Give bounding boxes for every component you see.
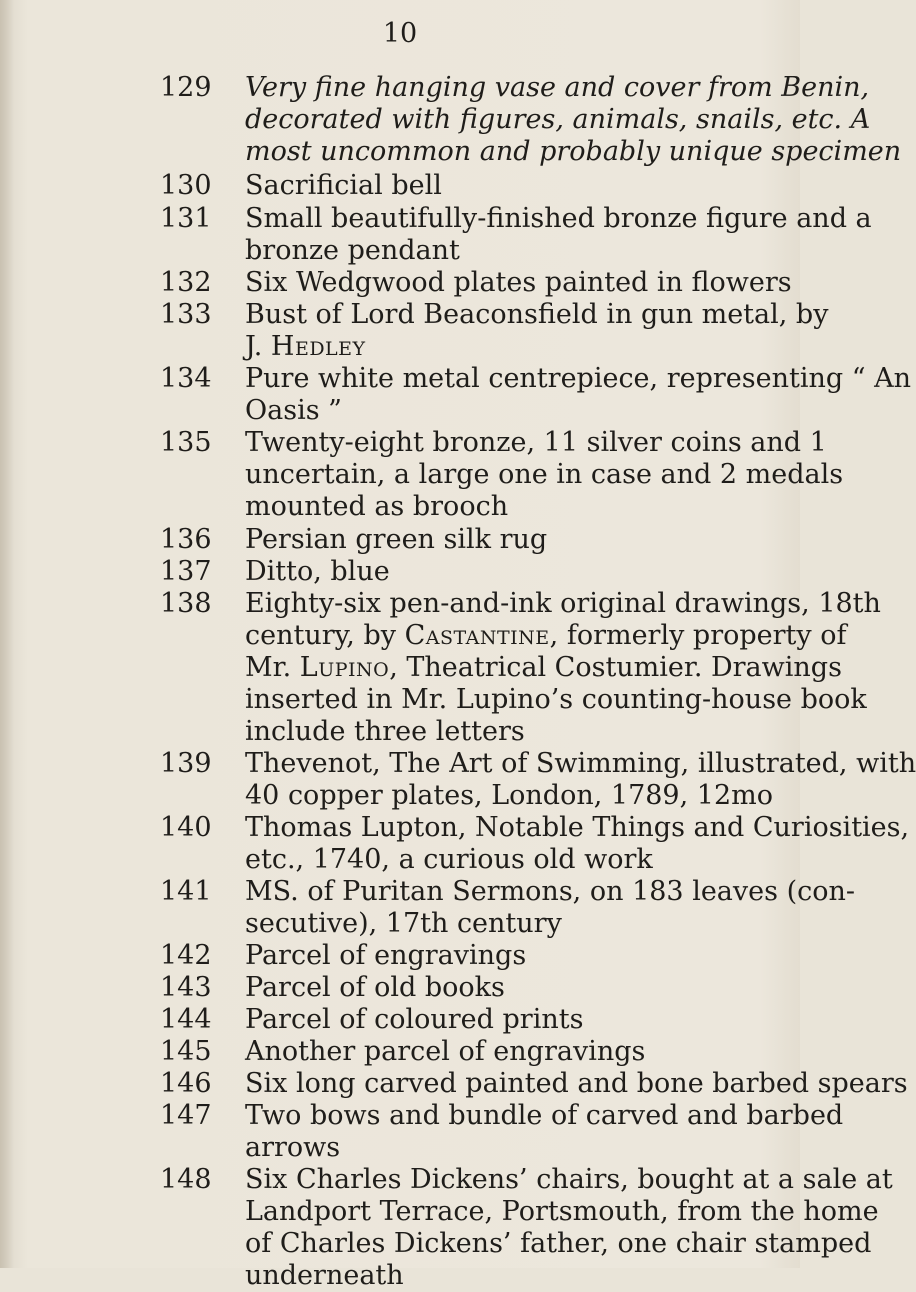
description-line bbox=[245, 780, 773, 812]
lot-number: 137 bbox=[160, 556, 212, 587]
text-run: etc., 1740, a curious old work bbox=[245, 844, 653, 875]
text-run: Eighty-six pen-and-ink original drawings, 18th bbox=[245, 588, 881, 619]
lot-number: 130 bbox=[160, 170, 212, 201]
description-line bbox=[245, 104, 871, 136]
description-line bbox=[245, 331, 773, 363]
text-run: of Charles Dickens’ father, one chair stamped bbox=[245, 1228, 872, 1259]
text-run: decorated with figures, animals, snails, etc. A bbox=[245, 104, 871, 135]
lot-description bbox=[245, 524, 773, 556]
description-line bbox=[245, 620, 847, 652]
text-run: inserted in Mr. Lupino’s counting-house book bbox=[245, 684, 867, 715]
text-run: century, by bbox=[245, 620, 405, 651]
lot-description bbox=[245, 363, 911, 427]
lot-number: 138 bbox=[160, 588, 212, 619]
description-line bbox=[245, 1100, 844, 1132]
lot-description bbox=[245, 72, 902, 168]
description-line bbox=[245, 524, 773, 556]
text-run: Lupino bbox=[299, 652, 390, 683]
description-line bbox=[245, 1132, 773, 1164]
lot-number: 143 bbox=[160, 972, 212, 1003]
text-run: Oasis ” bbox=[245, 395, 342, 426]
lot-description bbox=[245, 1036, 773, 1068]
text-run: Another parcel of engravings bbox=[245, 1036, 646, 1067]
text-run: MS. of Puritan Sermons, on 183 leaves (con- bbox=[245, 876, 855, 907]
description-line bbox=[245, 972, 773, 1004]
lot-description bbox=[245, 267, 792, 299]
page-edge-shadow bbox=[0, 0, 14, 1268]
text-run: , formerly property of bbox=[549, 620, 847, 651]
text-run: Persian green silk rug bbox=[245, 524, 548, 555]
description-line bbox=[245, 940, 773, 972]
text-run: Six Wedgwood plates painted in flowers bbox=[245, 267, 792, 298]
text-run: arrows bbox=[245, 1132, 341, 1163]
description-line bbox=[245, 812, 910, 844]
description-line bbox=[245, 267, 792, 299]
lot-number: 144 bbox=[160, 1004, 212, 1035]
description-line bbox=[245, 235, 773, 267]
text-run: Thomas Lupton, Notable Things and Curiosities, bbox=[245, 812, 910, 843]
text-run: J. bbox=[245, 331, 271, 362]
description-line bbox=[245, 1260, 773, 1292]
text-run: Very fine hanging vase and cover from Benin, bbox=[245, 72, 870, 103]
lot-number: 133 bbox=[160, 299, 212, 330]
description-line bbox=[245, 136, 902, 168]
lot-description bbox=[245, 427, 844, 523]
text-run: Six Charles Dickens’ chairs, bought at a sale at bbox=[245, 1164, 893, 1195]
text-run: Mr. bbox=[245, 652, 300, 683]
description-line bbox=[245, 876, 855, 908]
description-line bbox=[245, 72, 870, 104]
lot-number: 147 bbox=[160, 1100, 212, 1131]
lot-description bbox=[245, 588, 881, 748]
description-line bbox=[245, 716, 773, 748]
lot-description bbox=[245, 203, 872, 267]
text-run: Landport Terrace, Portsmouth, from the home bbox=[245, 1196, 879, 1227]
description-line bbox=[245, 652, 842, 684]
description-line bbox=[245, 363, 911, 395]
description-line bbox=[245, 170, 773, 202]
text-run: Pure white metal centrepiece, representing “ An bbox=[245, 363, 911, 394]
lot-number: 135 bbox=[160, 427, 212, 458]
lot-description bbox=[245, 1164, 893, 1292]
lot-number: 136 bbox=[160, 524, 212, 555]
lot-description bbox=[245, 748, 916, 812]
lot-description bbox=[245, 1100, 844, 1164]
lot-number: 129 bbox=[160, 72, 212, 103]
text-run: underneath bbox=[245, 1260, 404, 1291]
lot-description bbox=[245, 1004, 773, 1036]
lot-number: 141 bbox=[160, 876, 212, 907]
description-line bbox=[245, 1004, 773, 1036]
description-line bbox=[245, 1068, 908, 1100]
text-run: Sacrificial bell bbox=[245, 170, 442, 201]
lot-number: 142 bbox=[160, 940, 212, 971]
description-line bbox=[245, 1164, 893, 1196]
lot-number: 148 bbox=[160, 1164, 212, 1195]
description-line bbox=[245, 684, 867, 716]
description-line bbox=[245, 203, 872, 235]
lot-description bbox=[245, 1068, 908, 1100]
lot-number: 145 bbox=[160, 1036, 212, 1067]
lot-number: 131 bbox=[160, 203, 212, 234]
description-line bbox=[245, 588, 881, 620]
lot-number: 139 bbox=[160, 748, 212, 779]
text-run: Thevenot, The Art of Swimming, illustrated, with bbox=[245, 748, 916, 779]
description-line bbox=[245, 556, 773, 588]
lot-description bbox=[245, 876, 855, 940]
description-line bbox=[245, 299, 829, 331]
lot-description bbox=[245, 170, 773, 202]
text-run: , Theatrical Costumier. Drawings bbox=[389, 652, 842, 683]
text-run: 40 copper plates, London, 1789, 12mo bbox=[245, 780, 773, 811]
lot-number: 146 bbox=[160, 1068, 212, 1099]
page-number: 10 bbox=[382, 18, 418, 49]
text-run: Small beautifully-finished bronze figure and a bbox=[245, 203, 872, 234]
text-run: Ditto, blue bbox=[245, 556, 390, 587]
text-run: Twenty-eight bronze, 11 silver coins and 1 bbox=[245, 427, 827, 458]
description-line bbox=[245, 1036, 773, 1068]
lot-description bbox=[245, 972, 773, 1004]
text-run: mounted as brooch bbox=[245, 491, 509, 522]
text-run: Parcel of engravings bbox=[245, 940, 527, 971]
description-line bbox=[245, 1228, 872, 1260]
lot-description bbox=[245, 299, 829, 363]
description-line bbox=[245, 748, 916, 780]
text-run: Two bows and bundle of carved and barbed bbox=[245, 1100, 844, 1131]
lot-description bbox=[245, 812, 910, 876]
text-run: most uncommon and probably unique specimen bbox=[245, 136, 902, 167]
lot-number: 134 bbox=[160, 363, 212, 394]
text-run: bronze pendant bbox=[245, 235, 460, 266]
description-line bbox=[245, 1196, 879, 1228]
text-run: uncertain, a large one in case and 2 medals bbox=[245, 459, 844, 490]
text-run: Parcel of coloured prints bbox=[245, 1004, 584, 1035]
lot-number: 132 bbox=[160, 267, 212, 298]
lot-description bbox=[245, 940, 773, 972]
text-run: Six long carved painted and bone barbed spears bbox=[245, 1068, 908, 1099]
lot-number: 140 bbox=[160, 812, 212, 843]
description-line bbox=[245, 427, 827, 459]
text-run: secutive), 17th century bbox=[245, 908, 562, 939]
text-run: Bust of Lord Beaconsfield in gun metal, by bbox=[245, 299, 829, 330]
text-run: Parcel of old books bbox=[245, 972, 505, 1003]
description-line bbox=[245, 395, 773, 427]
description-line bbox=[245, 844, 773, 876]
text-run: Hedley bbox=[270, 331, 366, 362]
description-line bbox=[245, 908, 773, 940]
lot-description bbox=[245, 556, 773, 588]
description-line bbox=[245, 459, 844, 491]
text-run: include three letters bbox=[245, 716, 525, 747]
description-line bbox=[245, 491, 773, 523]
text-run: Castantine bbox=[404, 620, 550, 651]
